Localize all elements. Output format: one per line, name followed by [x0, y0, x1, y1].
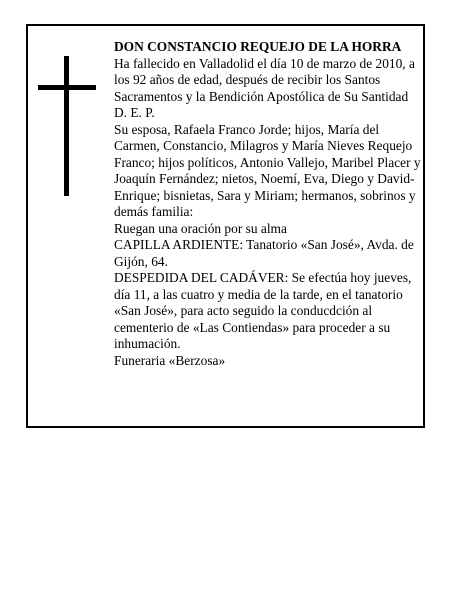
funeral-home: Funeraria «Berzosa» — [114, 352, 226, 368]
dep-line: D. E. P. — [114, 105, 155, 120]
obituary-text — [114, 39, 426, 369]
farewell-info: DESPEDIDA DEL CADÁVER: Se efectúa hoy jueves, día 11, a las cuatro y media de la tarde, en el tanatorio «San José», para acto seguido la conducdción al cementerio de «Las Contiendas» para proceder a su inhumación. — [114, 270, 412, 351]
family-list: Su esposa, Rafaela Franco Jorde; hijos, María del Carmen, Constancio, Milagros y María Nieves Requejo Franco; hijos políticos, Antonio Vallejo, Maribel Placer y Joaquín Fernández; nietos, Noemí, Eva, Diego y David-Enrique; bisnietas, Sara y Miriam; hermanos, sobrinos y demás familia: — [114, 121, 421, 219]
cross-vertical-bar — [64, 56, 69, 196]
chapel-info: CAPILLA ARDIENTE: Tanatorio «San José», Avda. de Gijón, 64. — [114, 237, 414, 269]
cross-horizontal-bar — [38, 85, 96, 90]
prayer-request: Ruegan una oración por su alma — [114, 220, 287, 236]
death-announcement: Ha fallecido en Valladolid el día 10 de marzo de 2010, a los 92 años de edad, después de recibir los Santos Sacramentos y la Bendición Apostólica de Su Santidad — [114, 55, 415, 104]
deceased-name: DON CONSTANCIO REQUEJO DE LA HORRA — [114, 39, 402, 54]
